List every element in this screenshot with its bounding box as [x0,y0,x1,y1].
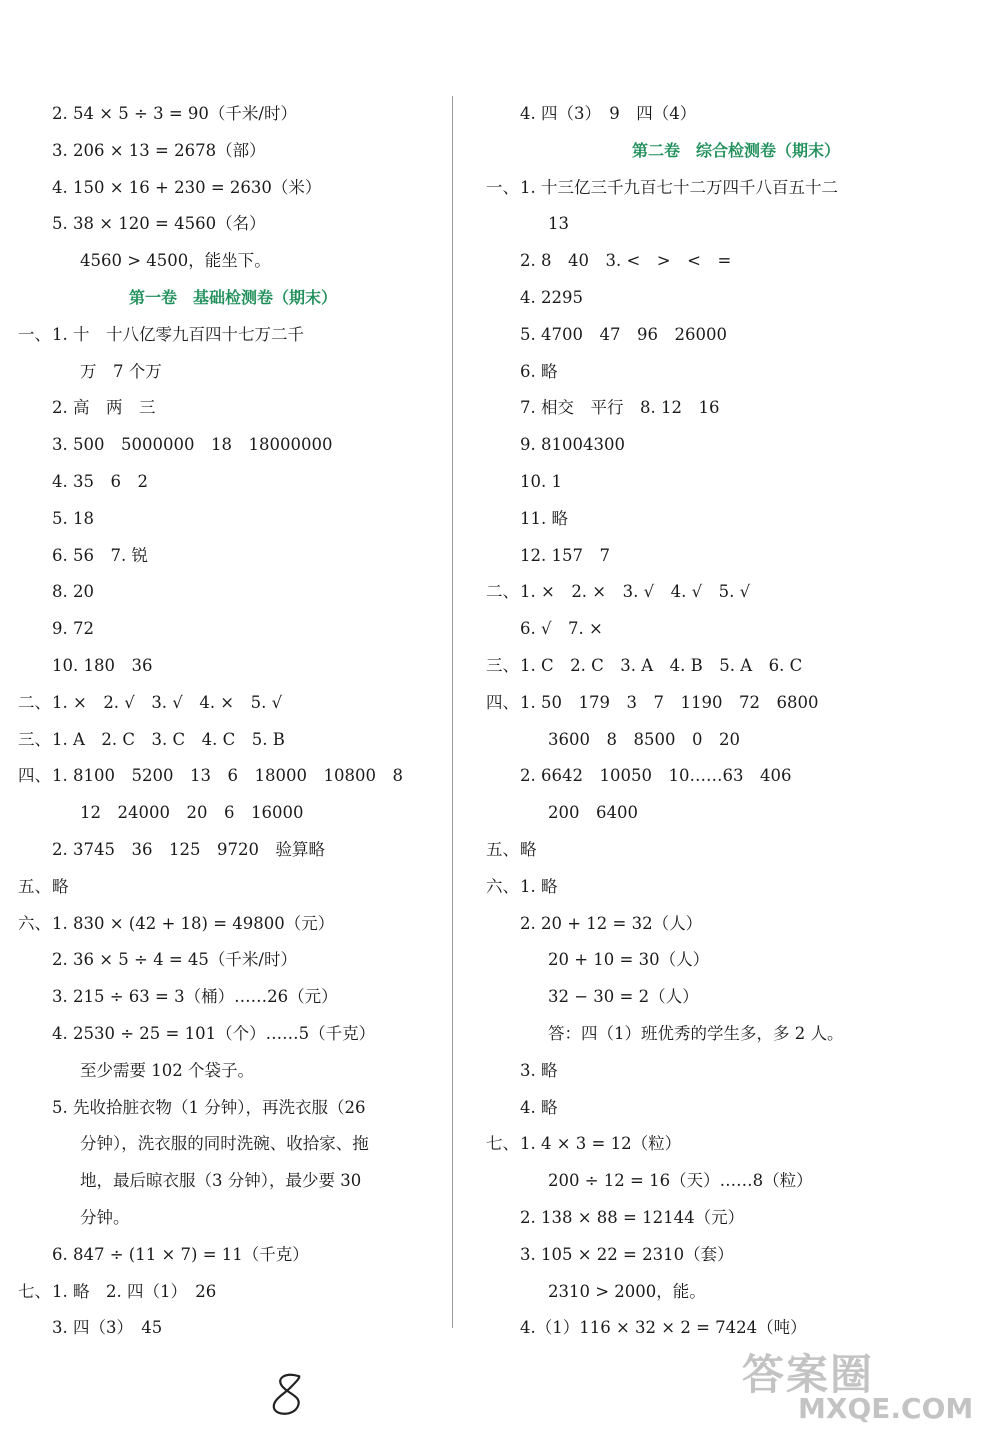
answer-text: 5. 先收拾脏衣物（1 分钟），再洗衣服（26 [52,1097,366,1117]
answer-text: 6. 略 [520,361,558,381]
section-number: 三、 [486,655,519,675]
answer-line [486,611,986,648]
answer-line [18,758,448,795]
answer-line [486,574,986,611]
answer-text: 11. 略 [520,508,568,528]
section-number: 六、 [486,876,519,896]
answer-line [486,280,986,317]
answer-text: 9. 72 [52,619,94,639]
answer-line [486,390,986,427]
answer-text: 万 7 个万 [80,361,162,381]
answer-line [486,243,986,280]
section-number: 六、 [18,913,51,933]
answer-text: 7. 相交 平行 8. 12 16 [520,398,720,418]
answer-text: 200 ÷ 12 = 16（天）……8（粒） [548,1171,813,1191]
answer-text: 1. 8100 5200 13 6 18000 10800 8 [52,766,403,786]
answer-line [486,906,986,943]
answer-text: 3. 略 [520,1060,558,1080]
answer-line [486,96,986,133]
watermark-logo-text: 答案圈 [742,1350,875,1399]
answer-line [486,832,986,869]
answer-text: 1. 十 十八亿零九百四十七万二千 [52,324,304,344]
answer-text: 1. 4 × 3 = 12（粒） [520,1134,682,1154]
answer-text: 3. 四（3） 45 [52,1318,163,1338]
answer-text: 8. 20 [52,582,94,602]
answer-text: 20 + 10 = 30（人） [548,950,710,970]
answer-line [18,170,448,207]
answer-text: 6. 56 7. 锐 [52,545,148,565]
answer-line [18,1126,448,1163]
section-number: 二、 [18,692,51,712]
answer-text: 4. 略 [520,1097,558,1117]
answer-line [18,96,448,133]
answer-line [18,1053,448,1090]
answer-line [18,317,448,354]
answer-line [18,1274,448,1311]
answer-text: 5. 38 × 120 = 4560（名） [52,214,266,234]
answer-text: 2. 138 × 88 = 12144（元） [520,1207,745,1227]
answer-text: 2. 8 40 3. < > < = [520,251,732,271]
answer-text: 4560 > 4500，能坐下。 [80,251,271,271]
answer-text: 1. A 2. C 3. C 4. C 5. B [52,729,285,749]
answer-line [18,390,448,427]
section-title-text: 第二卷 综合检测卷（期末） [631,140,840,160]
answer-line [18,648,448,685]
answer-line [486,1126,986,1163]
answer-line [18,574,448,611]
answer-line [486,538,986,575]
answer-line [18,464,448,501]
handwritten-page-number [268,1370,312,1420]
answer-line [18,133,448,170]
answer-line [486,869,986,906]
column-divider [452,96,453,1328]
answer-line [18,942,448,979]
answer-text: 2310 > 2000，能。 [548,1281,706,1301]
answer-line [18,1090,448,1127]
answer-text: 分钟。 [80,1207,130,1227]
answer-text: 2. 高 两 三 [52,398,156,418]
answer-text: 6. 847 ÷ (11 × 7) = 11（千克） [52,1244,309,1264]
answer-line [18,611,448,648]
answer-text: 5. 4700 47 96 26000 [520,324,727,344]
answer-line [18,722,448,759]
answer-text: 3600 8 8500 0 20 [548,729,740,749]
answer-line [486,464,986,501]
answer-line [486,1163,986,1200]
answer-text: 5. 18 [52,508,94,528]
answer-line [18,206,448,243]
answer-text: 6. √ 7. × [520,619,603,639]
answer-text: 1. 略 2. 四（1） 26 [52,1281,217,1301]
answer-text: 4. 2530 ÷ 25 = 101（个）……5（千克） [52,1023,376,1043]
answer-text: 3. 215 ÷ 63 = 3（桶）……26（元） [52,987,338,1007]
answer-text: 4. 150 × 16 + 230 = 2630（米） [52,177,322,197]
answer-line [486,501,986,538]
answer-text: 地，最后晾衣服（3 分钟），最少要 30 [80,1171,362,1191]
answer-text: 10. 1 [520,471,562,491]
answer-text: 2. 36 × 5 ÷ 4 = 45（千米/时） [52,950,297,970]
section-number: 五、 [18,876,51,896]
answer-line [18,501,448,538]
section-number: 七、 [18,1281,51,1301]
answer-line [486,1200,986,1237]
section-number: 四、 [18,766,51,786]
answer-line [18,1016,448,1053]
section-number: 一、 [18,324,51,344]
answer-line [486,1016,986,1053]
answer-text: 12. 157 7 [520,545,610,565]
answer-line [18,1200,448,1237]
section-number: 二、 [486,582,519,602]
answer-text: 200 6400 [548,803,638,823]
answer-line [18,243,448,280]
answer-text: 1. 略 [520,876,558,896]
answer-line [486,354,986,391]
answer-text: 4. 四（3） 9 四（4） [520,104,697,123]
section-number: 四、 [486,692,519,712]
answer-text: 1. C 2. C 3. A 4. B 5. A 6. C [520,655,803,675]
section-title [18,280,448,317]
answer-text: 4. 2295 [520,287,583,307]
answer-line [18,869,448,906]
answer-text: 4.（1）116 × 32 × 2 = 7424（吨） [520,1318,807,1338]
answer-text: 略 [520,839,537,859]
answer-line [486,317,986,354]
answer-text: 9. 81004300 [520,435,625,455]
answer-line [486,758,986,795]
answer-text: 4. 35 6 2 [52,471,148,491]
section-number: 三、 [18,729,51,749]
answer-text: 2. 3745 36 125 9720 验算略 [52,839,325,859]
answer-line [486,685,986,722]
answer-line [18,1310,448,1347]
answer-text: 13 [548,214,569,234]
answer-line [18,832,448,869]
answer-line [18,538,448,575]
answer-line [486,427,986,464]
section-title [486,133,986,170]
answer-text: 答：四（1）班优秀的学生多，多 2 人。 [548,1023,844,1043]
answer-line [486,648,986,685]
section-number: 一、 [486,177,519,197]
answer-text: 1. 十三亿三千九百七十二万四千八百五十二 [520,177,838,197]
answer-line [486,795,986,832]
answer-text: 10. 180 36 [52,655,153,675]
section-title-text: 第一卷 基础检测卷（期末） [128,287,337,307]
answer-text: 2. 20 + 12 = 32（人） [520,913,703,933]
answer-line [18,979,448,1016]
watermark-url: MXQE.COM [798,1392,974,1425]
section-number: 七、 [486,1134,519,1154]
answer-line [486,979,986,1016]
answer-text: 3. 206 × 13 = 2678（部） [52,140,266,160]
answer-text: 32 − 30 = 2（人） [548,987,699,1007]
answer-text: 1. 830 × (42 + 18) = 49800（元） [52,913,335,933]
right-column [486,96,986,1347]
answer-line [18,685,448,722]
answer-text: 3. 500 5000000 18 18000000 [52,435,333,455]
answer-line [486,722,986,759]
answer-text: 2. 54 × 5 ÷ 3 = 90（千米/时） [52,104,297,123]
answer-text: 2. 6642 10050 10……63 406 [520,766,792,786]
answer-text: 略 [52,876,69,896]
answer-line [486,1053,986,1090]
answer-line [18,795,448,832]
answer-line [18,906,448,943]
answer-line [18,427,448,464]
answer-text: 1. × 2. × 3. √ 4. √ 5. √ [520,582,751,602]
answer-line [486,170,986,207]
answer-line [18,1237,448,1274]
answer-text: 3. 105 × 22 = 2310（套） [520,1244,734,1264]
watermark-logo [742,1342,994,1432]
answer-text: 分钟），洗衣服的同时洗碗、收拾家、拖 [80,1134,369,1154]
left-column [18,96,448,1347]
answer-line [486,206,986,243]
answer-line [486,1237,986,1274]
answer-text: 1. × 2. √ 3. √ 4. × 5. √ [52,692,283,712]
section-number: 五、 [486,839,519,859]
answer-line [486,942,986,979]
answer-line [486,1274,986,1311]
answer-line [486,1090,986,1127]
answer-line [18,1163,448,1200]
answer-text: 12 24000 20 6 16000 [80,803,304,823]
answer-text: 1. 50 179 3 7 1190 72 6800 [520,692,819,712]
answer-text: 至少需要 102 个袋子。 [80,1060,254,1080]
answer-line [18,354,448,391]
